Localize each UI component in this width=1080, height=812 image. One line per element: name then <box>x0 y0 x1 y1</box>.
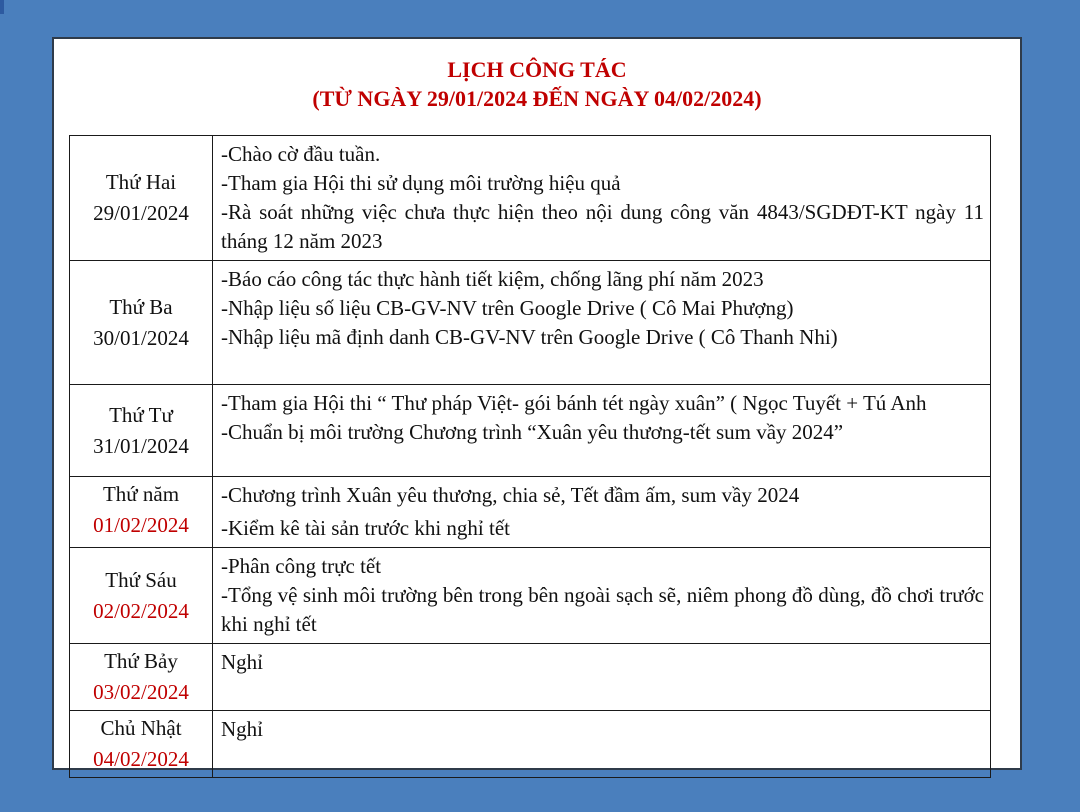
table-row <box>70 548 991 644</box>
task-cell <box>213 711 991 778</box>
day-label: Thứ Sáu <box>105 567 177 592</box>
date-label: 02/02/2024 <box>93 598 189 623</box>
task-item: -Tổng vệ sinh môi trường bên trong bên ngoài sạch sẽ, niêm phong đồ dùng, đồ chơi trước khi nghỉ tết <box>221 583 984 636</box>
corner-stripe <box>0 0 4 14</box>
task-item: -Tham gia Hội thi sử dụng môi trường hiệu quả <box>221 171 621 195</box>
document-title <box>54 55 1020 113</box>
task-item: Nghỉ <box>221 717 263 741</box>
task-item: -Báo cáo công tác thực hành tiết kiệm, chống lãng phí năm 2023 <box>221 267 764 291</box>
table-row <box>70 261 991 385</box>
day-cell <box>70 477 213 548</box>
task-cell <box>213 261 991 385</box>
day-label: Thứ Hai <box>105 170 177 194</box>
schedule-table <box>69 135 991 778</box>
date-label: 31/01/2024 <box>93 433 189 458</box>
day-label: Thứ Ba <box>109 294 173 319</box>
day-cell <box>70 136 213 261</box>
task-cell <box>213 136 991 261</box>
task-item: -Kiểm kê tài sản trước khi nghỉ tết <box>221 516 510 540</box>
task-cell <box>213 477 991 548</box>
task-item: -Nhập liệu mã định danh CB-GV-NV trên Google Drive ( Cô Thanh Nhi) <box>221 325 838 349</box>
task-item: -Nhập liệu số liệu CB-GV-NV trên Google Drive ( Cô Mai Phượng) <box>221 296 794 320</box>
day-cell <box>70 711 213 778</box>
day-cell <box>70 644 213 711</box>
date-label: 29/01/2024 <box>93 201 189 225</box>
date-label: 30/01/2024 <box>93 325 189 350</box>
day-label: Chủ Nhật <box>100 716 182 740</box>
title-line-2: (TỪ NGÀY 29/01/2024 ĐẾN NGÀY 04/02/2024) <box>312 86 762 111</box>
table-row <box>70 385 991 477</box>
day-cell <box>70 261 213 385</box>
title-line-1: LỊCH CÔNG TÁC <box>447 57 627 82</box>
date-label: 04/02/2024 <box>93 747 189 771</box>
day-label: Thứ Tư <box>109 402 173 427</box>
day-label: Thứ năm <box>102 482 180 506</box>
table-row <box>70 136 991 261</box>
date-label: 03/02/2024 <box>93 680 189 704</box>
table-row <box>70 711 991 778</box>
task-item: -Chào cờ đầu tuần. <box>221 142 381 166</box>
day-label: Thứ Bảy <box>104 649 178 673</box>
task-item: -Phân công trực tết <box>221 554 382 578</box>
table-row <box>70 477 991 548</box>
task-cell <box>213 644 991 711</box>
task-cell <box>213 548 991 644</box>
task-item: -Chương trình Xuân yêu thương, chia sẻ, Tết đầm ấm, sum vầy 2024 <box>221 483 800 507</box>
task-item: -Tham gia Hội thi “ Thư pháp Việt- gói bánh tét ngày xuân” ( Ngọc Tuyết + Tú Anh <box>221 391 927 415</box>
task-item: -Chuẩn bị môi trường Chương trình “Xuân yêu thương-tết sum vầy 2024” <box>221 420 844 444</box>
task-item: Nghỉ <box>221 650 263 674</box>
day-cell <box>70 548 213 644</box>
task-cell <box>213 385 991 477</box>
date-label: 01/02/2024 <box>93 513 189 537</box>
schedule-document <box>52 37 1022 770</box>
day-cell <box>70 385 213 477</box>
table-row <box>70 644 991 711</box>
task-item: -Rà soát những việc chưa thực hiện theo nội dung công văn 4843/SGDĐT-KT ngày 11 tháng 12 năm 2023 <box>221 200 984 253</box>
